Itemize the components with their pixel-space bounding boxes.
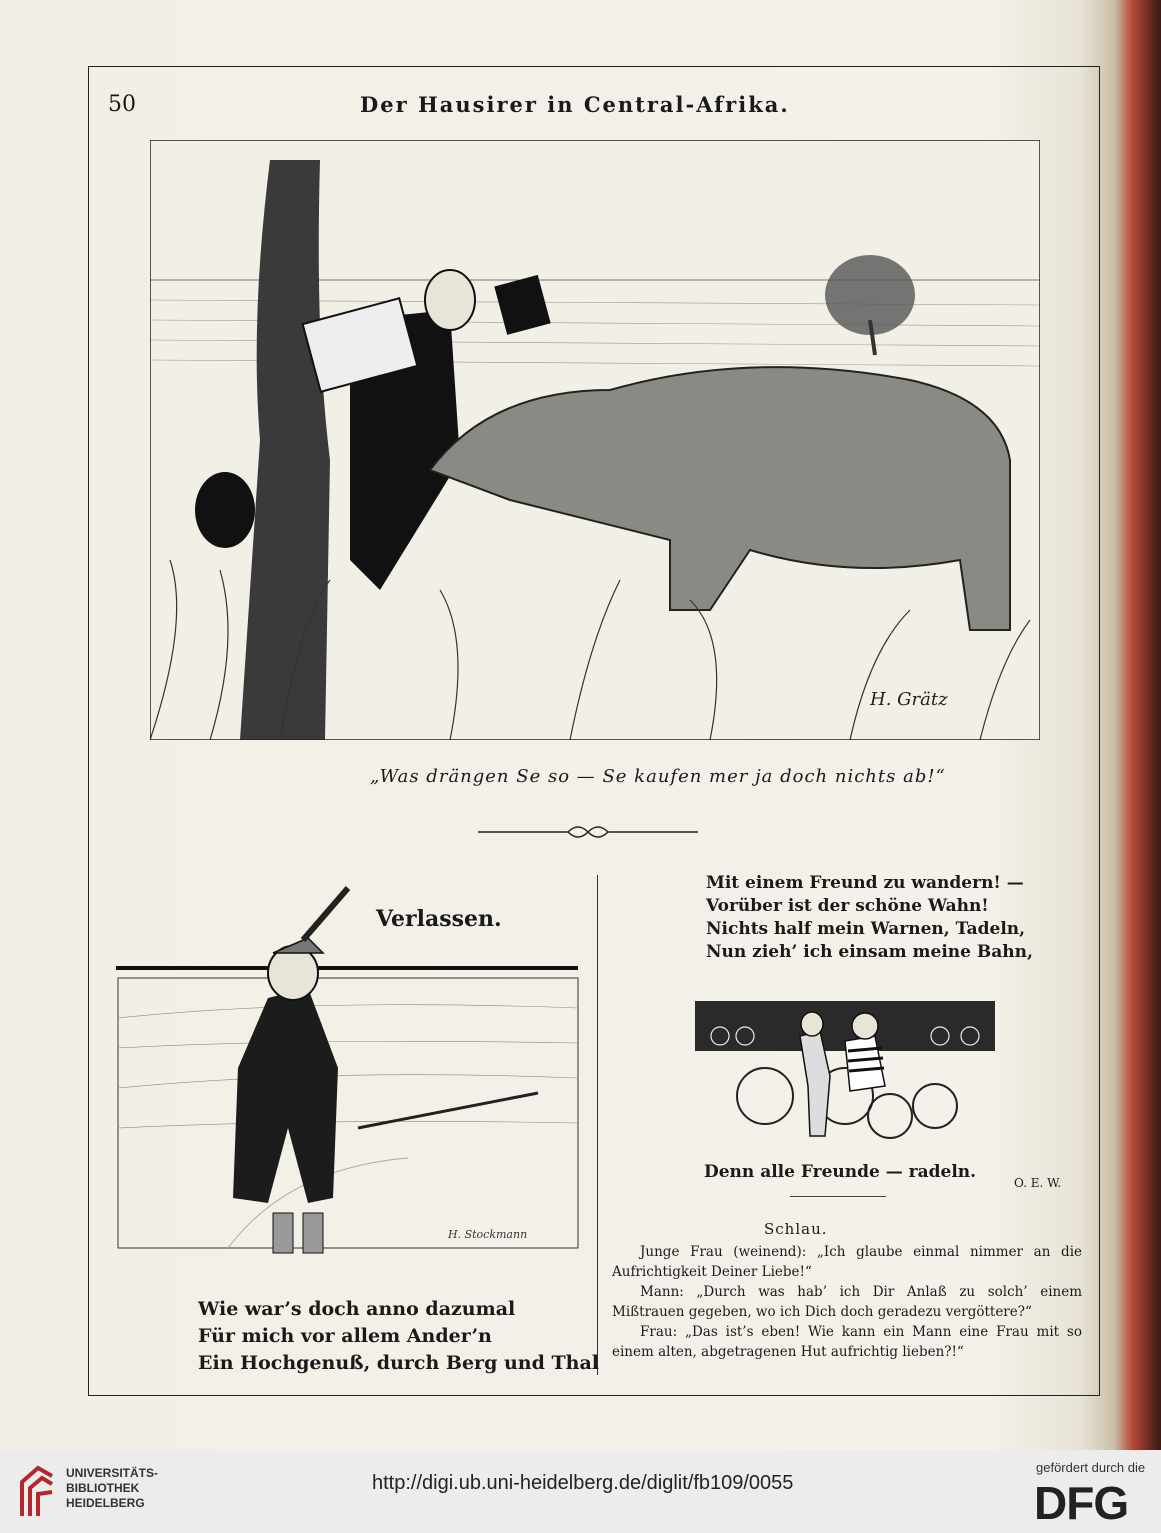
ornamental-divider <box>478 822 698 842</box>
cyclists-illustration <box>690 996 1000 1146</box>
poem-line: Nichts half mein Warnen, Tadeln, <box>706 919 1026 939</box>
dialogue-paragraph: Mann: „Durch was hab’ ich Dir Anlaß zu solch’ einem Mißtrauen gegeben, wo ich Dich doch geradezu vergöttere?“ <box>612 1284 1082 1320</box>
poem-line: Vorüber ist der schöne Wahn! <box>706 896 989 916</box>
verlassen-title: Verlassen. <box>376 906 502 932</box>
walking-man-illustration <box>108 868 588 1298</box>
poem-line: Nun zieh’ ich einsam meine Bahn, <box>706 942 1033 962</box>
poem-line: Für mich vor allem Ander’n <box>198 1325 492 1347</box>
artist-signature-left: H. Stockmann <box>448 1228 528 1241</box>
dfg-logo: DFG <box>1034 1477 1129 1529</box>
dialogue-paragraph: Junge Frau (weinend): „Ich glaube einmal nimmer an die Aufrichtigkeit Deiner Liebe!“ <box>612 1244 1082 1280</box>
library-name-line: BIBLIOTHEK <box>66 1481 140 1495</box>
library-name-line: UNIVERSITÄTS- <box>66 1466 159 1480</box>
funded-by-label: gefördert durch die <box>1036 1460 1146 1475</box>
university-library-logo-icon <box>16 1462 58 1520</box>
source-url[interactable]: http://digi.ub.uni-heidelberg.de/diglit/fb109/0055 <box>372 1472 794 1494</box>
top-caption: „Was drängen Se so — Se kaufen mer ja doch nichts ab!“ <box>370 766 946 787</box>
poem-right-column <box>706 872 1033 964</box>
schlau-dialogue <box>612 1242 1082 1362</box>
library-name-line: HEIDELBERG <box>66 1496 145 1510</box>
section-rule <box>790 1196 886 1197</box>
rhinoceros-peddler-illustration <box>150 140 1040 740</box>
library-name <box>66 1466 158 1511</box>
running-title: Der Hausirer in Central-Afrika. <box>360 92 790 117</box>
poem-left-column <box>198 1296 599 1377</box>
author-initials: O. E. W. <box>1014 1176 1062 1190</box>
artist-signature-top: H. Grätz <box>870 689 948 710</box>
page-number: 50 <box>108 92 136 117</box>
schlau-title: Schlau. <box>764 1220 828 1238</box>
poem-last-line: Denn alle Freunde — radeln. <box>704 1162 977 1182</box>
dialogue-paragraph: Frau: „Das ist’s eben! Wie kann ein Mann eine Frau mit so einem alten, abgetragenen Hut aufrichtig lieben?!“ <box>612 1324 1082 1360</box>
poem-line: Mit einem Freund zu wandern! — <box>706 873 1024 893</box>
poem-line: Wie war’s doch anno dazumal <box>198 1298 516 1320</box>
poem-line: Ein Hochgenuß, durch Berg und Thal <box>198 1352 599 1374</box>
